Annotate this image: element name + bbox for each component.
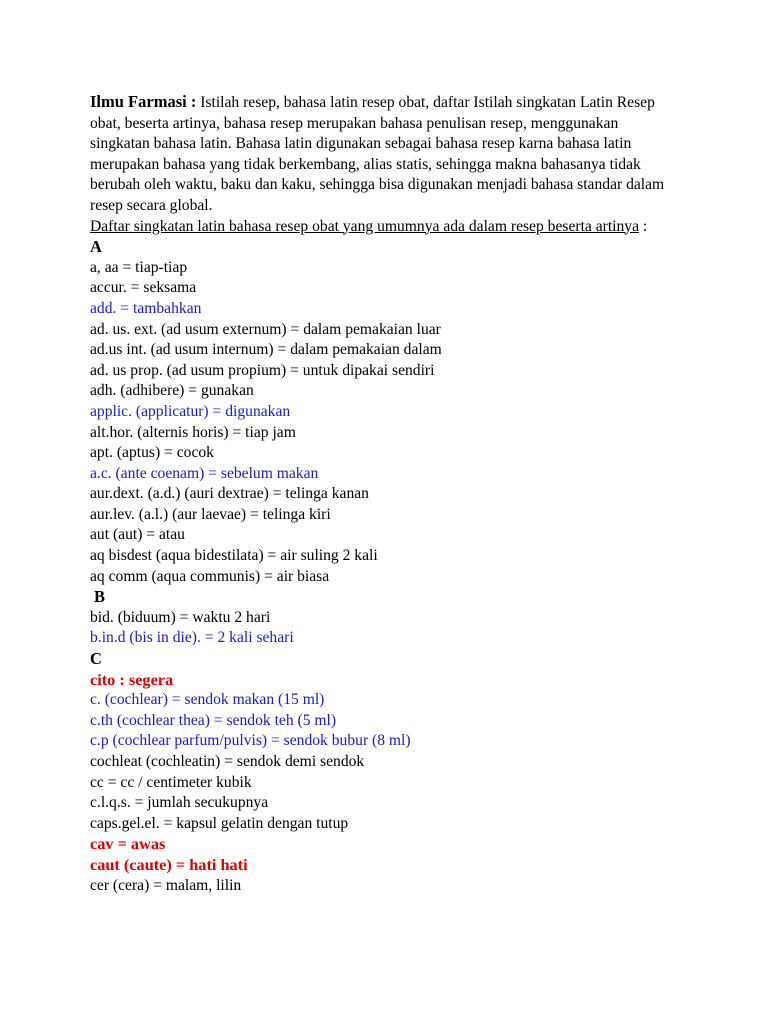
section-letter: C: [90, 649, 102, 669]
abbreviation-entry: cer (cera) = malam, lilin: [90, 876, 242, 894]
abbreviation-entry: c.l.q.s. = jumlah secukupnya: [90, 794, 269, 812]
section-letter: B: [94, 587, 106, 607]
abbreviation-entry: add. = tambahkan: [90, 299, 202, 317]
abbreviation-entry: aur.dext. (a.d.) (auri dextrae) = telinga kanan: [90, 485, 369, 503]
abbreviation-entry: aut (aut) = atau: [90, 526, 185, 544]
abbreviation-entry: c.p (cochlear parfum/pulvis) = sendok bubur (8 ml): [90, 732, 411, 750]
abbreviation-entry: b.in.d (bis in die). = 2 kali sehari: [90, 629, 294, 647]
abbreviation-list: [90, 237, 680, 896]
intro-text: Istilah resep, bahasa latin resep obat, daftar Istilah singkatan Latin Resep obat, beserta artinya, bahasa resep merupakan bahasa penulisan resep, menggunakan singkatan bahasa latin. Bahasa latin digunakan sebagai bahasa resep karna bahasa latin merupakan bahasa yang tidak berkembang, alias statis, sehingga makna bahasanya tidak berubah oleh waktu, baku dan kaku, sehingga bisa digunakan menjadi bahasa standar dalam resep secara global.: [90, 94, 665, 214]
intro-lead: Ilmu Farmasi :: [90, 92, 197, 111]
abbreviation-entry: alt.hor. (alternis horis) = tiap jam: [90, 423, 296, 441]
abbreviation-entry: aq comm (aqua communis) = air biasa: [90, 567, 330, 585]
abbreviation-entry: bid. (biduum) = waktu 2 hari: [90, 608, 271, 626]
abbreviation-entry: ad. us. ext. (ad usum externum) = dalam pemakaian luar: [90, 320, 441, 338]
intro-paragraph: [90, 92, 680, 217]
abbreviation-entry: accur. = seksama: [90, 279, 197, 297]
abbreviation-entry: caut (caute) = hati hati: [90, 854, 248, 874]
abbreviation-entry: applic. (applicatur) = digunakan: [90, 402, 291, 420]
list-heading-underlined: Daftar singkatan latin bahasa resep obat yang umumnya ada dalam resep beserta artinya: [90, 217, 640, 235]
abbreviation-entry: aq bisdest (aqua bidestilata) = air suling 2 kali: [90, 547, 378, 565]
abbreviation-entry: cito : segera: [90, 669, 174, 689]
abbreviation-entry: c.th (cochlear thea) = sendok teh (5 ml): [90, 711, 337, 729]
abbreviation-entry: caps.gel.el. = kapsul gelatin dengan tutup: [90, 814, 349, 832]
list-heading: [90, 217, 680, 238]
abbreviation-entry: adh. (adhibere) = gunakan: [90, 382, 254, 400]
abbreviation-entry: cochleat (cochleatin) = sendok demi sendok: [90, 753, 365, 770]
section-letter: A: [90, 237, 102, 257]
abbreviation-entry: a, aa = tiap-tiap: [90, 258, 188, 276]
abbreviation-entry: ad. us prop. (ad usum propium) = untuk dipakai sendiri: [90, 361, 435, 379]
abbreviation-entry: cc = cc / centimeter kubik: [90, 773, 252, 791]
document-page: [90, 92, 680, 896]
abbreviation-entry: ad.us int. (ad usum internum) = dalam pemakaian dalam: [90, 341, 442, 359]
abbreviation-entry: a.c. (ante coenam) = sebelum makan: [90, 464, 319, 482]
abbreviation-entry: cav = awas: [90, 834, 166, 854]
abbreviation-entry: aur.lev. (a.l.) (aur laevae) = telinga kiri: [90, 505, 331, 523]
list-heading-suffix: :: [639, 217, 648, 235]
abbreviation-entry: c. (cochlear) = sendok makan (15 ml): [90, 691, 325, 709]
abbreviation-entry: apt. (aptus) = cocok: [90, 444, 214, 462]
